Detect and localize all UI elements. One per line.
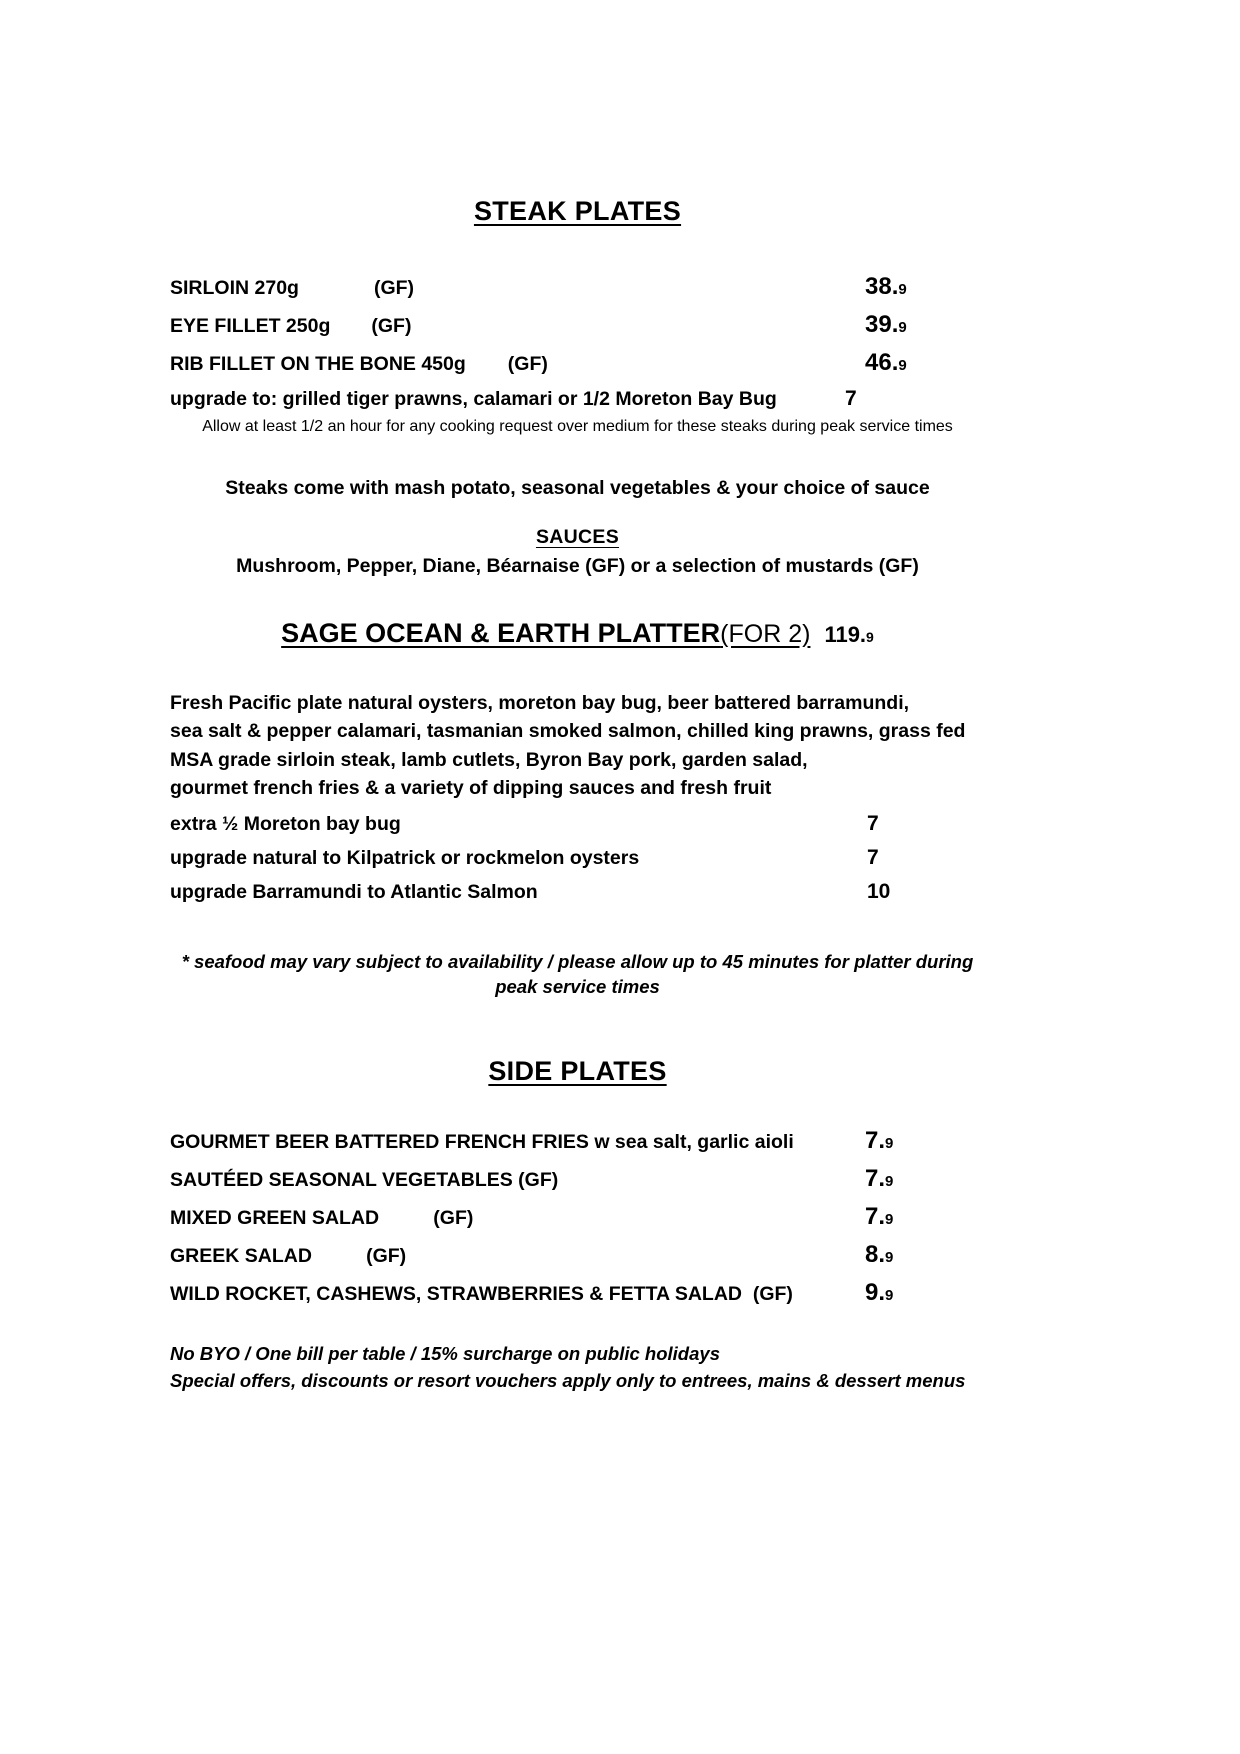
item-price: 9.9 (865, 1279, 894, 1306)
item-name: GOURMET BEER BATTERED FRENCH FRIES w sea salt, garlic aioli (170, 1131, 794, 1153)
item-price: 46.9 (865, 349, 907, 376)
platter-description-line: Fresh Pacific plate natural oysters, moreton bay bug, beer battered barramundi, (170, 692, 910, 714)
menu-row-eye-fillet (170, 311, 985, 339)
footer-offers-line: Special offers, discounts or resort vouchers apply only to entrees, mains & dessert menus (170, 1369, 966, 1391)
platter-price: 119.9 (824, 622, 874, 647)
steak-plates-heading-text: STEAK PLATES (473, 196, 682, 226)
menu-row-steak-upgrade (170, 387, 985, 411)
platter-availability-note: * seafood may vary subject to availability / please allow up to 45 minutes for platter during peak service times (181, 951, 974, 998)
item-price: 10 (867, 880, 891, 904)
item-name: RIB FILLET ON THE BONE 450g (170, 353, 466, 375)
menu-row-seasonal-vegetables (170, 1165, 985, 1193)
upgrade-label: upgrade to: grilled tiger prawns, calamari or 1/2 Moreton Bay Bug (170, 388, 777, 410)
menu-content (170, 196, 985, 1395)
menu-row-rocket-salad (170, 1279, 985, 1307)
menu-row-rib-fillet (170, 349, 985, 377)
side-plates-heading-text: SIDE PLATES (488, 1056, 667, 1086)
item-name: GREEK SALAD (GF) (170, 1245, 407, 1267)
side-plates-heading (170, 1056, 985, 1087)
item-name: extra ½ Moreton bay bug (170, 813, 401, 836)
steak-plates-heading (170, 196, 985, 227)
item-price: 38.9 (865, 273, 907, 300)
menu-row-greek-salad (170, 1241, 985, 1269)
platter-description-line: gourmet french fries & a variety of dipping sauces and fresh fruit (170, 776, 772, 799)
menu-row-upgrade-salmon (170, 880, 985, 904)
item-name: SIRLOIN 270g (170, 277, 299, 299)
menu-row-french-fries (170, 1127, 985, 1155)
item-name: upgrade natural to Kilpatrick or rockmelon oysters (170, 847, 640, 870)
menu-row-sirloin (170, 273, 985, 301)
item-price: 8.9 (865, 1241, 894, 1268)
gf-label: (GF) (371, 315, 412, 337)
item-price: 7 (867, 846, 879, 870)
menu-row-extra-bug (170, 812, 985, 836)
menu-row-upgrade-oysters (170, 846, 985, 870)
item-price: 7 (867, 812, 879, 836)
platter-heading (170, 618, 985, 649)
platter-heading-main: SAGE OCEAN & EARTH PLATTER (281, 618, 721, 648)
menu-row-mixed-green-salad (170, 1203, 985, 1231)
item-name: EYE FILLET 250g (170, 315, 331, 337)
item-price: 7.9 (865, 1127, 894, 1154)
sauces-heading-text: SAUCES (535, 526, 620, 548)
upgrade-price: 7 (845, 387, 857, 410)
footer-policy-line: No BYO / One bill per table / 15% surcharge on public holidays (170, 1343, 720, 1364)
sauces-list: Mushroom, Pepper, Diane, Béarnaise (GF) or a selection of mustards (GF) (236, 555, 919, 577)
gf-label: (GF) (507, 353, 548, 375)
gf-label: (GF) (373, 277, 415, 299)
item-name: SAUTÉED SEASONAL VEGETABLES (GF) (170, 1169, 559, 1191)
platter-description-line: MSA grade sirloin steak, lamb cutlets, Byron Bay pork, garden salad, (170, 748, 808, 771)
item-price: 7.9 (865, 1165, 894, 1192)
platter-description-line: sea salt & pepper calamari, tasmanian smoked salmon, chilled king prawns, grass fed (170, 720, 966, 743)
item-name: upgrade Barramundi to Atlantic Salmon (170, 881, 538, 904)
platter-heading-for: (FOR 2) (720, 620, 811, 648)
steak-accompaniment-note: Steaks come with mash potato, seasonal vegetables & your choice of sauce (225, 477, 930, 499)
item-name: MIXED GREEN SALAD (GF) (170, 1207, 474, 1229)
item-price: 39.9 (865, 311, 907, 338)
item-price: 7.9 (865, 1203, 894, 1230)
sauces-heading (170, 526, 985, 549)
cooking-time-note: Allow at least 1/2 an hour for any cooking request over medium for these steaks during peak service times (202, 418, 953, 435)
item-name: WILD ROCKET, CASHEWS, STRAWBERRIES & FETTA SALAD (GF) (170, 1283, 793, 1305)
